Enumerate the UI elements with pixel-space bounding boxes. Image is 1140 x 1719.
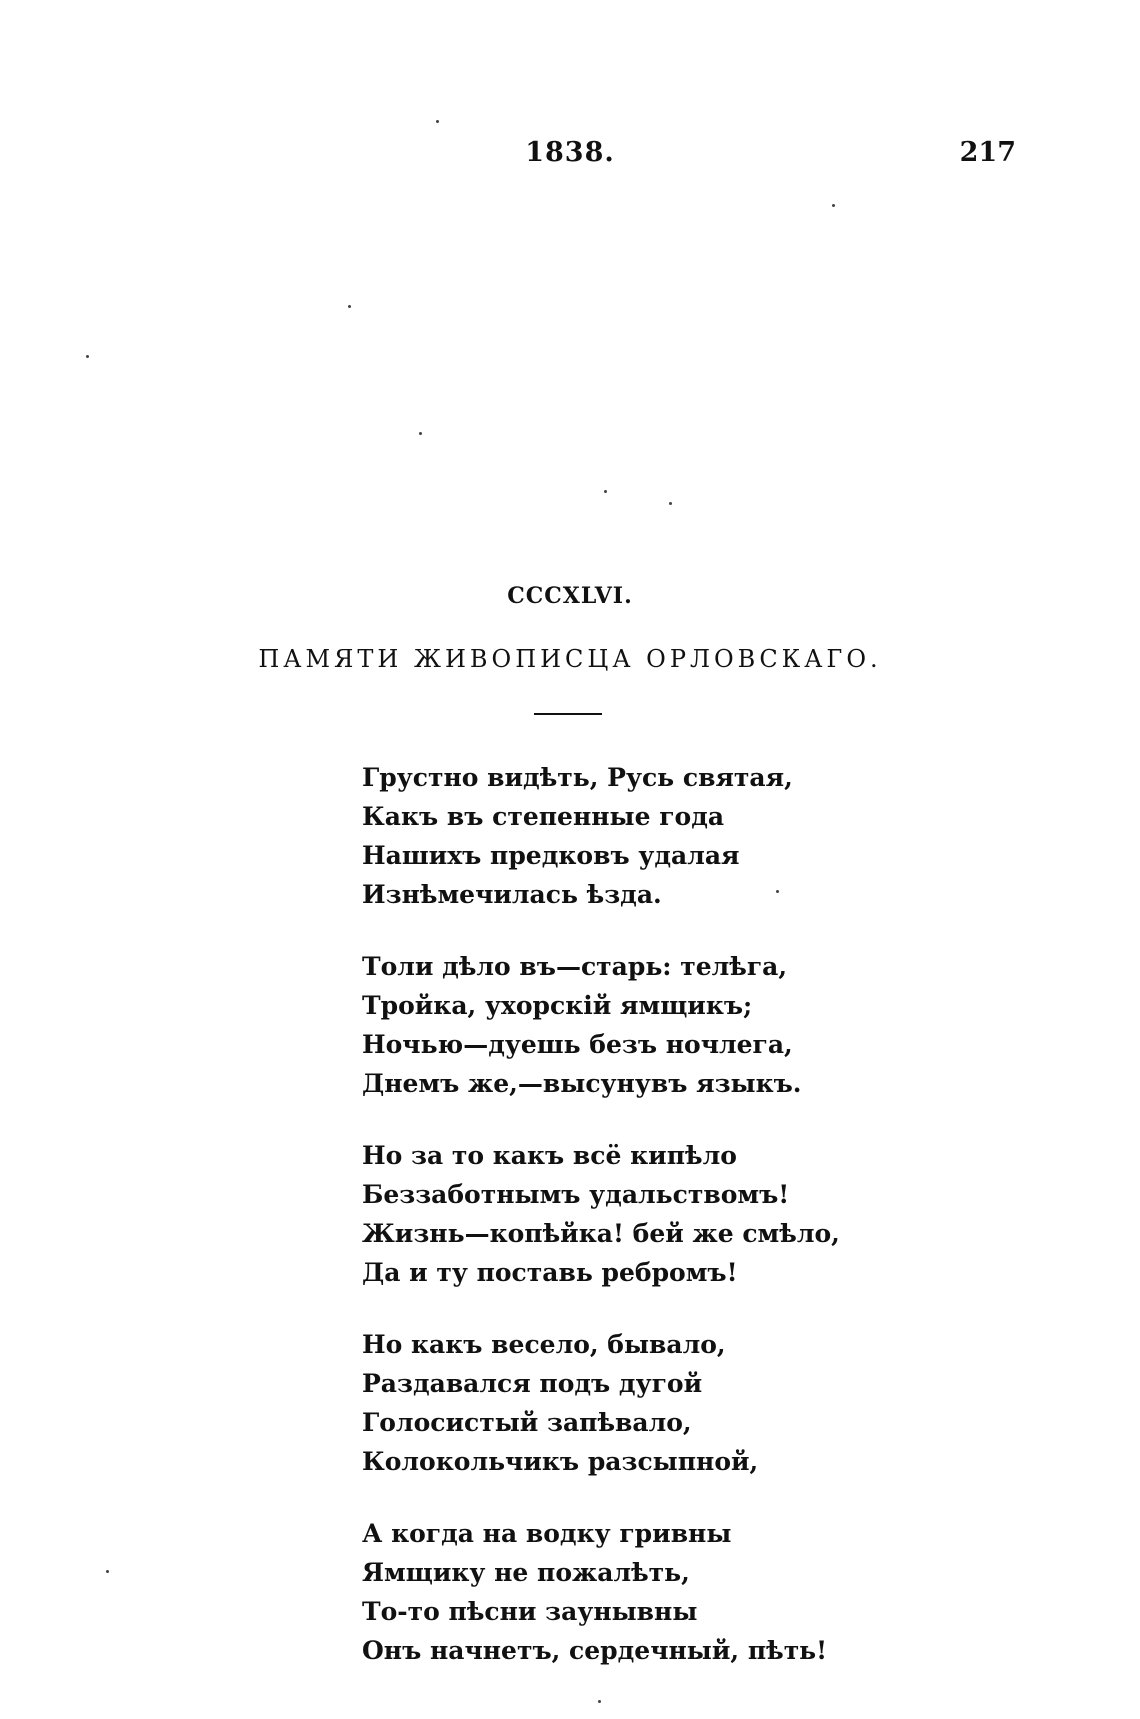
scan-speck bbox=[419, 432, 422, 435]
stanza bbox=[362, 1514, 982, 1670]
title-divider bbox=[534, 713, 602, 715]
scan-speck bbox=[832, 204, 835, 207]
poem-line: Ночью—дуешь безъ ночлега, bbox=[362, 1030, 793, 1059]
poem-line: Нашихъ предковъ удалая bbox=[362, 841, 740, 870]
scan-speck bbox=[436, 120, 439, 123]
poem-line: Беззаботнымъ удальствомъ! bbox=[362, 1180, 790, 1209]
poem-line: Толи дѣло въ—старь: телѣга, bbox=[362, 952, 788, 981]
poem-title: ПАМЯТИ ЖИВОПИСЦА ОРЛОВСКАГО. bbox=[258, 645, 882, 673]
poem-line: Голосистый запѣвало, bbox=[362, 1408, 692, 1437]
poem-line: Грустно видѣть, Русь святая, bbox=[362, 763, 793, 792]
scan-speck bbox=[348, 305, 351, 308]
poem-line: Но какъ весело, бывало, bbox=[362, 1330, 726, 1359]
poem-body bbox=[362, 758, 982, 1703]
poem-line: Ямщику не пожалѣть, bbox=[362, 1558, 690, 1587]
poem-line: То-то пѣсни заунывны bbox=[362, 1597, 698, 1626]
running-header-year: 1838. bbox=[525, 137, 615, 168]
poem-line: Да и ту поставь ребромъ! bbox=[362, 1258, 738, 1287]
poem-line: Раздавался подъ дугой bbox=[362, 1369, 703, 1398]
poem-line: А когда на водку гривны bbox=[362, 1519, 732, 1548]
scan-speck bbox=[604, 490, 607, 493]
poem-line: Жизнь—копѣйка! бей же смѣло, bbox=[362, 1219, 840, 1248]
poem-line: Онъ начнетъ, сердечный, пѣть! bbox=[362, 1636, 828, 1665]
poem-line: Колокольчикъ разсыпной, bbox=[362, 1447, 759, 1476]
stanza bbox=[362, 758, 982, 914]
poem-number: CCCXLVI. bbox=[507, 583, 633, 609]
poem-line: Какъ въ степенные года bbox=[362, 802, 725, 831]
scan-speck bbox=[106, 1570, 109, 1573]
scan-speck bbox=[86, 355, 89, 358]
stanza bbox=[362, 947, 982, 1103]
scan-speck bbox=[669, 502, 672, 505]
stanza bbox=[362, 1325, 982, 1481]
poem-line: Днемъ же,—высунувъ языкъ. bbox=[362, 1069, 802, 1098]
poem-line: Тройка, ухорскій ямщикъ; bbox=[362, 991, 753, 1020]
stanza bbox=[362, 1136, 982, 1292]
poem-line: Но за то какъ всё кипѣло bbox=[362, 1141, 737, 1170]
poem-line: Изнѣмечилась ѣзда. bbox=[362, 880, 662, 909]
scan-speck bbox=[598, 1700, 601, 1703]
scan-speck bbox=[776, 890, 779, 893]
page-number: 217 bbox=[959, 137, 1016, 168]
